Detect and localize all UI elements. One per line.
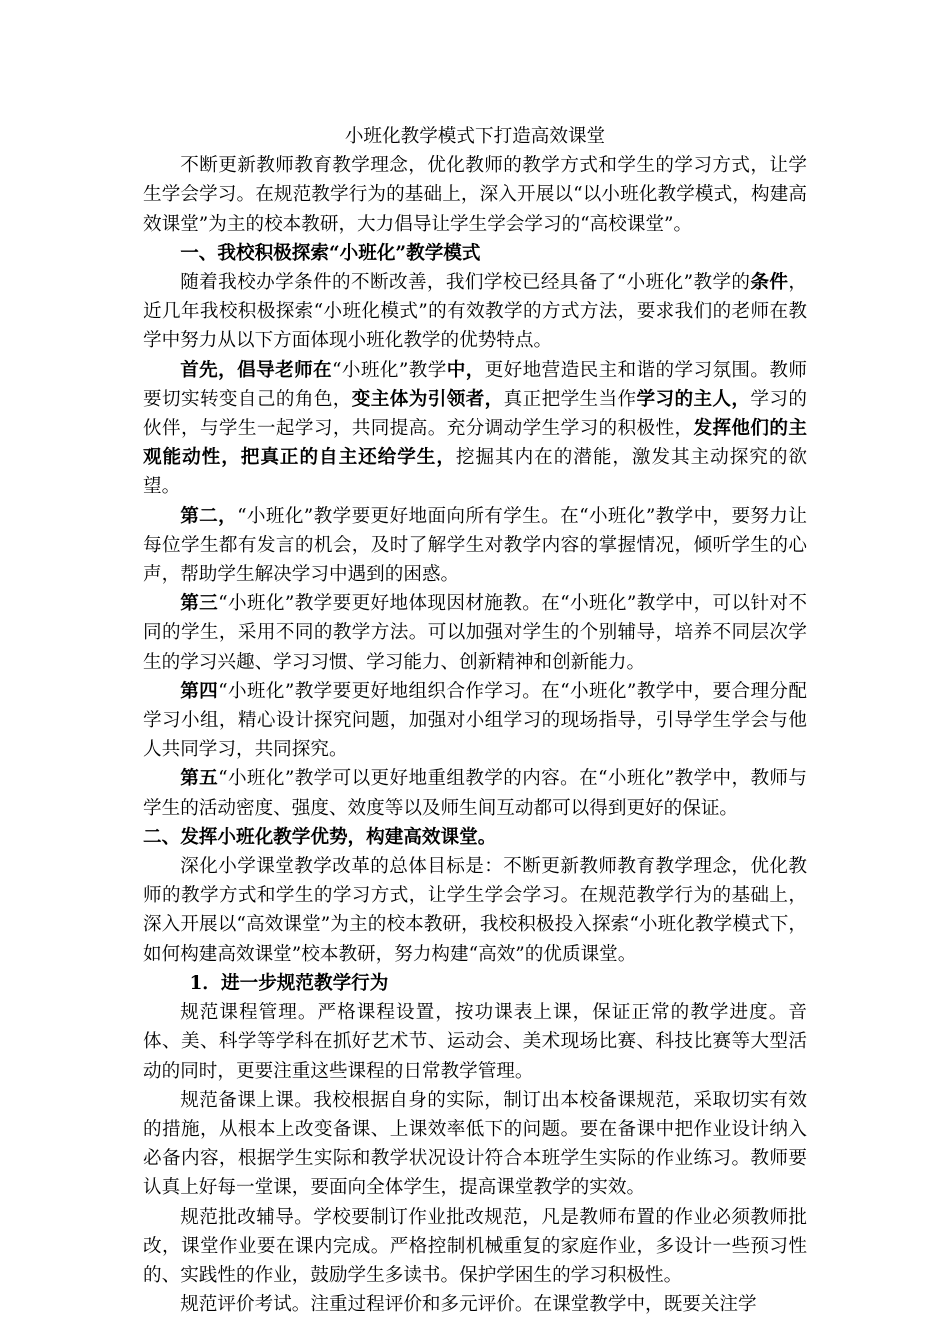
text-run: ，近几年我校积极探索“小班化模式”的有效教学的方式方法，要求我们的老师在教学中努力从以下方面体现小班化教学的优势特点。	[143, 272, 807, 352]
text-run: “小班化”教学要更好地面向所有学生。在“小班化”教学中，要努力让每位学生都有发言的机会，及时了解学生对教学内容的掌握情况，倾听学生的心声，帮助学生解决学习中遇到的困惑。	[143, 505, 807, 586]
text-run-bold: 变主体为引领者，	[351, 388, 504, 410]
text-run-bold: 第五	[180, 768, 219, 790]
fourth-point-paragraph	[143, 677, 807, 765]
text-run: “小班化”教学要更好地体现因材施教。在“小班化”教学中，可以针对不同的学生，采用不同的教学方法。可以加强对学生的个别辅导，培养不同层次学生的学习兴趣、学习习惯、学习能力、创新精神和创新能力。	[143, 593, 807, 673]
text-run: 更好地营造民主和谐的学习氛围。教师要切实转变自己的角色，	[143, 359, 807, 410]
text-run-bold: 学习的主人，	[636, 388, 751, 410]
document-title: 小班化教学模式下打造高效课堂	[344, 126, 606, 147]
text-run-bold: 中，	[446, 359, 485, 381]
text-run: 学习的伙伴，与学生一起学习，共同提高。充分调动学生学习的积极性，	[143, 388, 807, 440]
text-run-bold: 第二，	[180, 505, 238, 527]
first-point-paragraph	[143, 356, 807, 502]
subsection-1-heading: 1．进一步规范教学行为	[189, 972, 389, 994]
text-run: 随着我校办学条件的不断改善，我们学校已经具备了“小班化”教学的	[180, 272, 751, 294]
text-run: “小班化”教学可以更好地重组教学的内容。在“小班化”教学中，教师与学生的活动密度、强度、效度等以及师生间互动都可以得到更好的保证。	[143, 768, 807, 819]
text-run: 挖掘其内在的潜能，激发其主动探究的欲望。	[143, 447, 807, 498]
text-run: “小班化”教学要更好地组织合作学习。在“小班化”教学中，要合理分配学习小组，精心设计探究问题，加强对小组学习的现场指导，引导学生学会与他人共同学习，共同探究。	[143, 680, 807, 761]
intro-paragraph: 不断更新教师教育教学理念，优化教师的教学方式和学生的学习方式，让学生学会学习。在规范教学行为的基础上，深入开展以“以小班化教学模式，构建高效课堂”为主的校本教研，大力倡导让学生学会学习的“高校课堂”。	[143, 155, 807, 235]
text-run-bold: 第三	[180, 593, 219, 615]
text-run-bold: 首先，倡导老师在	[180, 359, 333, 381]
text-run-bold: 发挥他们的主观能动性，把真正的自主还给学生，	[143, 418, 807, 469]
section-2-paragraph: 深化小学课堂教学改革的总体目标是：不断更新教师教育教学理念，优化教师的教学方式和学生的学习方式，让学生学会学习。在规范教学行为的基础上，深入开展以“高效课堂”为主的校本教研，我校积极投入探索“小班化教学模式下，如何构建高效课堂”校本教研，努力构建“高效”的优质课堂。	[143, 856, 807, 965]
text-run-bold: 第四	[180, 680, 219, 702]
text-run: “小班化”教学	[332, 359, 447, 381]
third-point-paragraph	[143, 589, 807, 677]
evaluation-paragraph: 规范评价考试。注重过程评价和多元评价。在课堂教学中，既要关注学	[180, 1294, 757, 1316]
section-2-heading: 二、发挥小班化教学优势，构建高效课堂。	[143, 826, 497, 848]
fifth-point-paragraph	[143, 764, 807, 822]
document-body	[143, 122, 807, 1319]
grading-paragraph: 规范批改辅导。学校要制订作业批改规范，凡是教师布置的作业必须教师批改，课堂作业要在课内完成。严格控制机械重复的家庭作业，多设计一些预习性的、实践性的作业，鼓励学生多读书。保护学困生的学习积极性。	[143, 1206, 807, 1286]
lesson-prep-paragraph: 规范备课上课。我校根据自身的实际，制订出本校备课规范，采取切实有效的措施，从根本上改变备课、上课效率低下的问题。要在备课中把作业设计纳入必备内容，根据学生实际和教学状况设计符合本班学生实际的作业练习。教师要认真上好每一堂课，要面向全体学生，提高课堂教学的实效。	[143, 1089, 807, 1199]
text-run: 真正把学生当作	[503, 388, 637, 410]
second-point-paragraph	[143, 502, 807, 590]
section-1-heading: 一、我校积极探索“小班化”教学模式	[180, 242, 481, 264]
section-1-paragraph	[143, 268, 807, 356]
course-management-paragraph: 规范课程管理。严格课程设置，按功课表上课，保证正常的教学进度。音体、美、科学等学科在抓好艺术节、运动会、美术现场比赛、科技比赛等大型活动的同时，更要注重这些课程的日常教学管理。	[143, 1002, 807, 1082]
text-run-bold: 条件	[750, 272, 789, 294]
